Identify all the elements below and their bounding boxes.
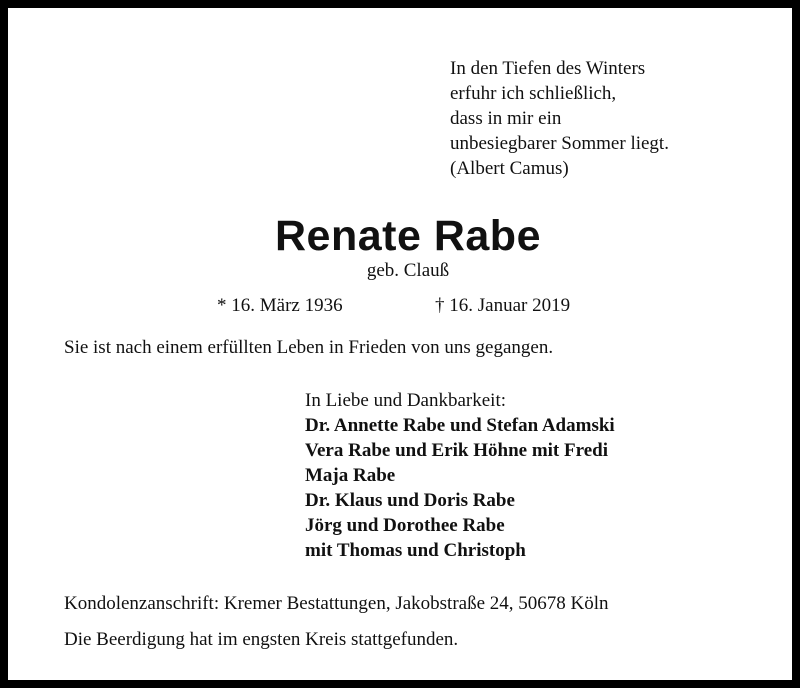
quote-author: (Albert Camus) (450, 158, 569, 179)
maiden-name: geb. Clauß (366, 260, 450, 281)
mourners-intro: In Liebe und Dankbarkeit: (305, 390, 507, 411)
mourners-block (305, 388, 615, 563)
quote-line: dass in mir ein (450, 108, 562, 129)
mourner-name: Dr. Klaus und Doris Rabe (305, 490, 515, 511)
quote-line: unbesiegbarer Sommer liegt. (450, 133, 669, 154)
birth-date: * 16. März 1936 (217, 295, 343, 316)
mourner-name: Maja Rabe (305, 465, 396, 486)
quote-line: In den Tiefen des Winters (450, 58, 646, 79)
funeral-note: Die Beerdigung hat im engsten Kreis stattgefunden. (64, 629, 459, 650)
condolence-address: Kondolenzanschrift: Kremer Bestattungen, Jakobstraße 24, 50678 Köln (64, 593, 609, 614)
mourner-name: Dr. Annette Rabe und Stefan Adamski (305, 415, 615, 436)
deceased-name: Renate Rabe (275, 212, 541, 260)
mourner-name: mit Thomas und Christoph (305, 540, 526, 561)
mourner-name: Vera Rabe und Erik Höhne mit Fredi (305, 440, 608, 461)
death-date: † 16. Januar 2019 (435, 295, 571, 316)
quote-line: erfuhr ich schließlich, (450, 83, 617, 104)
mourner-name: Jörg und Dorothee Rabe (305, 515, 505, 536)
epigraph-quote (450, 56, 669, 181)
obituary-statement: Sie ist nach einem erfüllten Leben in Frieden von uns gegangen. (64, 337, 554, 358)
